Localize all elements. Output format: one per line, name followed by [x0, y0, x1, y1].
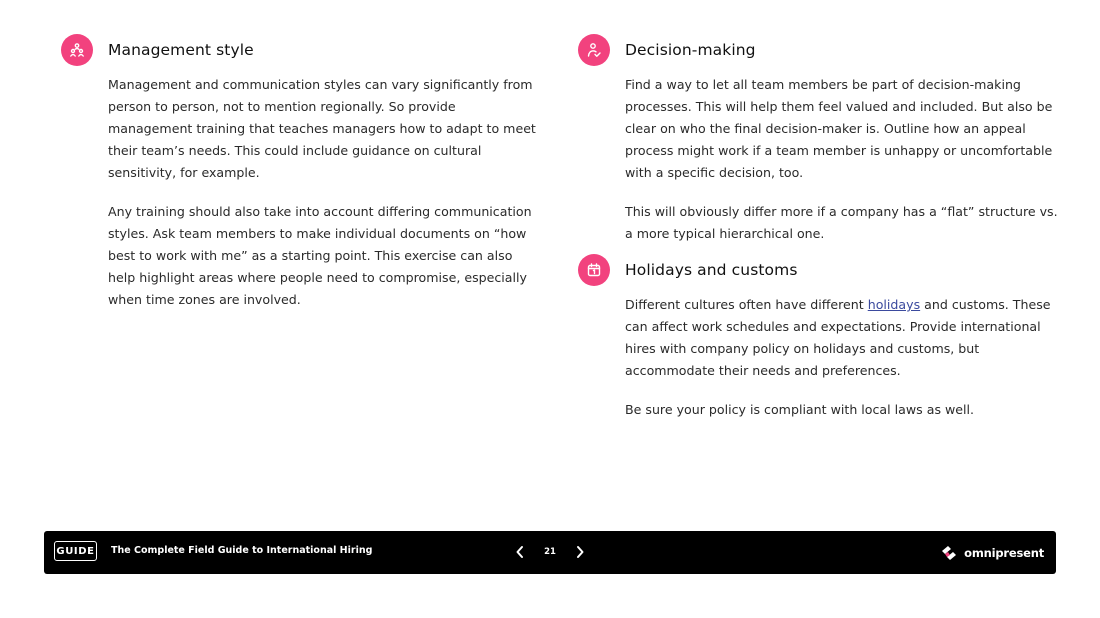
next-page-button[interactable]	[572, 542, 588, 562]
section-body	[625, 74, 1068, 245]
chevron-right-icon	[575, 545, 585, 559]
section-title: Management style	[108, 41, 254, 59]
paragraph: Any training should also take into account differing communication styles. Ask team members to make individual documents on “how best to work with me” as a starting point. This exercise can also help highlight areas where people need to compromise, especially when time zones are involved.	[108, 204, 532, 307]
person-check-icon	[578, 34, 610, 66]
brand-name: omnipresent	[964, 546, 1044, 560]
section-header	[578, 34, 1068, 66]
section-header	[61, 34, 541, 66]
chevron-left-icon	[515, 545, 525, 559]
footer-bar	[44, 531, 1056, 574]
paragraph: This will obviously differ more if a company has a “flat” structure vs. a more typical hierarchical one.	[625, 204, 1058, 241]
brand	[940, 543, 1044, 563]
section-management-style	[61, 34, 541, 311]
paragraph-text: and customs. These can affect work schedules and expectations. Provide international hires with company policy on holidays and customs, but accommodate their needs and preferences.	[625, 297, 1051, 378]
section-header	[578, 254, 1068, 286]
paragraph	[625, 294, 1068, 382]
page-navigation	[512, 542, 588, 562]
section-decision-making	[578, 34, 1068, 245]
team-icon	[61, 34, 93, 66]
paragraph: Management and communication styles can vary significantly from person to person, not to mention regionally. So provide management training that teaches managers how to adapt to meet their team’s needs. This could include guidance on cultural sensitivity, for example.	[108, 77, 536, 180]
holidays-link[interactable]: holidays	[867, 297, 921, 312]
calendar-icon	[578, 254, 610, 286]
guide-badge: GUIDE	[54, 541, 97, 561]
omnipresent-logo-icon	[940, 544, 958, 562]
page-number: 21	[544, 547, 556, 557]
previous-page-button[interactable]	[512, 542, 528, 562]
document-title: The Complete Field Guide to International Hiring	[111, 545, 373, 556]
section-body	[108, 74, 541, 311]
paragraph: Find a way to let all team members be part of decision-making processes. This will help them feel valued and included. But also be clear on who the final decision-maker is. Outline how an appeal process might work if a team member is unhappy or uncomfortable with a specific decision, too.	[625, 77, 1053, 180]
section-title: Holidays and customs	[625, 261, 798, 279]
section-holidays-customs	[578, 254, 1068, 421]
paragraph-text: Different cultures often have different	[625, 297, 868, 312]
paragraph: Be sure your policy is compliant with local laws as well.	[625, 402, 975, 417]
section-body	[625, 294, 1068, 421]
section-title: Decision-making	[625, 41, 756, 59]
